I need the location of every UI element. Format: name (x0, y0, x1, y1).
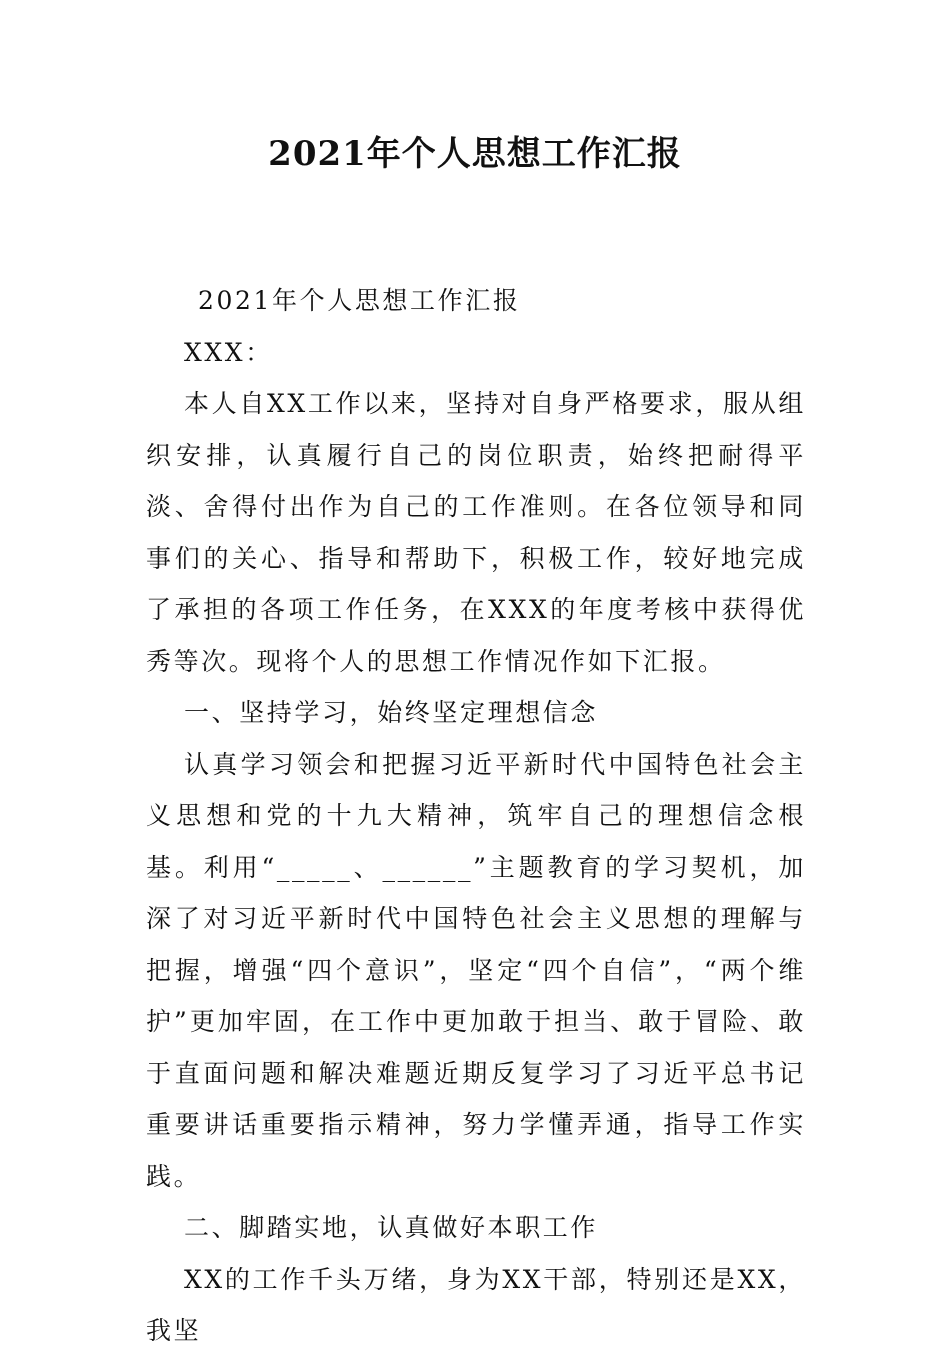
document-title: 2021年个人思想工作汇报 (268, 134, 682, 174)
section-2-paragraph: XX的工作千头万绪，身为XX干部，特别还是XX，我坚 (146, 1264, 806, 1345)
section-heading-1: 一、坚持学习，始终坚定理想信念 (184, 698, 599, 727)
document-body (146, 275, 806, 1357)
section-1-paragraph: 认真学习领会和把握习近平新时代中国特色社会主义思想和党的十九大精神，筑牢自己的理想信念根基。利用“_____、______”主题教育的学习契机，加深了对习近平新时代中国特色社会主义思想的理解与把握，增强“四个意识”，坚定“四个自信”，“两个维护”更加牢固，在工作中更加敢于担当、敢于冒险、敢于直面问题和解决难题近期反复学习了习近平总书记重要讲话重要指示精神，努力学懂弄通，指导工作实践。 (146, 749, 806, 1191)
intro-paragraph: 本人自XX工作以来，坚持对自身严格要求，服从组织安排，认真履行自己的岗位职责，始终把耐得平淡、舍得付出作为自己的工作准则。在各位领导和同事们的关心、指导和帮助下，积极工作，较好地完成了承担的各项工作任务，在XXX的年度考核中获得优秀等次。现将个人的思想工作情况作如下汇报。 (146, 389, 806, 676)
salutation: XXX： (184, 337, 273, 367)
section-heading-2: 二、脚踏实地，认真做好本职工作 (184, 1213, 599, 1242)
body-subtitle: 2021年个人思想工作汇报 (198, 286, 521, 315)
